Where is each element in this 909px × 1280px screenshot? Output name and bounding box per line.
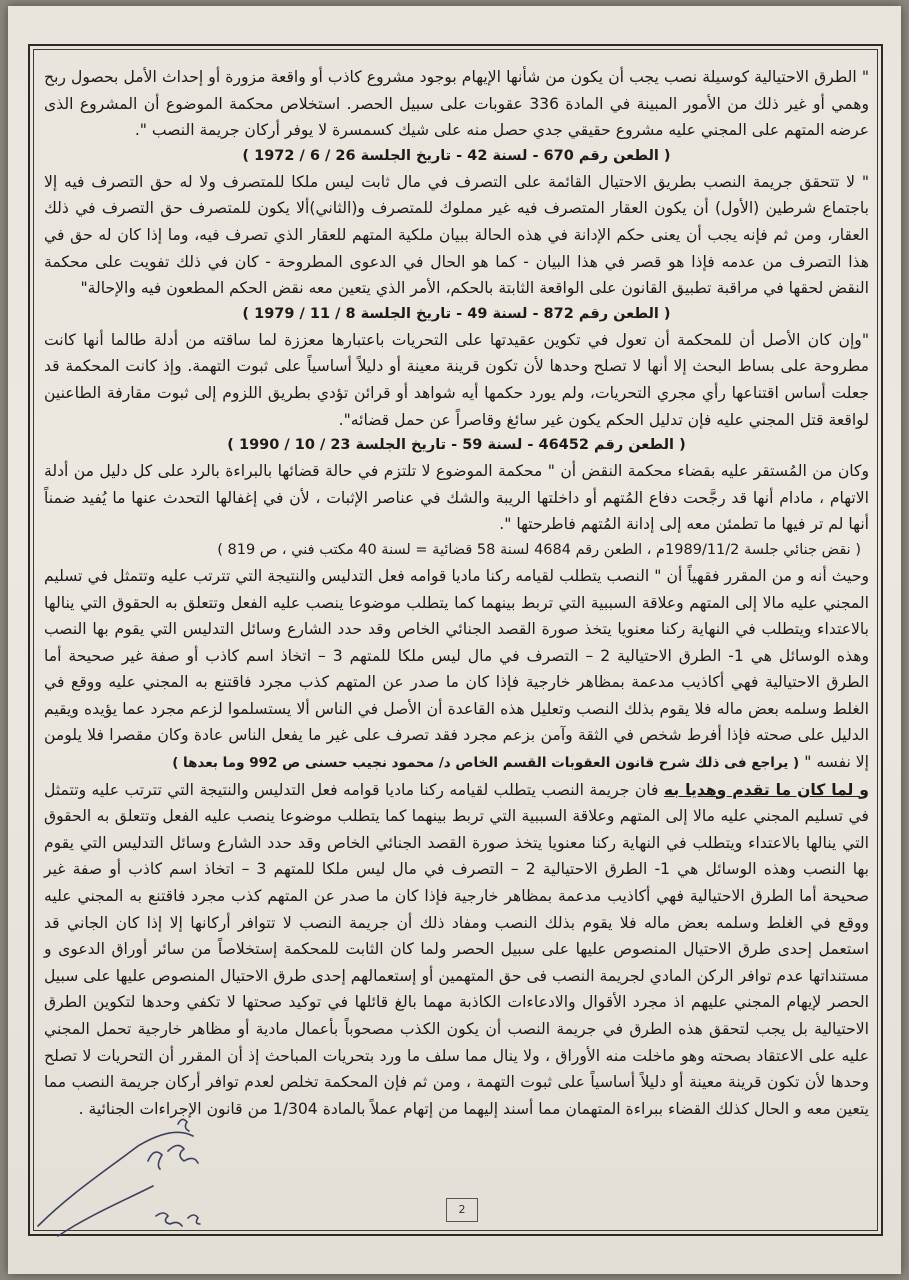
document-page xyxy=(8,6,901,1274)
paragraph-conclusion xyxy=(44,777,869,1123)
handwritten-signature-icon xyxy=(28,1106,258,1256)
doctrine-text: وحيث أنه و من المقرر فقهياً أن " النصب يتطلب لقيامه ركنا ماديا قوامه فعل التدليس والنتيجة التي تترتب عليه وتتمثل في تسليم المجني عليه مالا إلى المتهم وعلاقة السببية التي تربط بينهما كما يتطلب موضوعا ينصب عليه الفعل وتتعلق به الحقوق التي ينالها بالاعتداء ويتطلب في النهاية ركنا معنويا يتخذ صورة القصد الجنائي الخاص وقد حدد الشارع وسائل التدليس التي يقوم بها النصب وهذه الوسائل هي 1- الطرق الاحتيالية 2 – التصرف في مال ليس ملكا للمتهم 3 – اتخاذ اسم كاذب أو صفة غير صحيحة أما الطرق الاحتيالية فهي أكاذيب مدعمة بمظاهر خارجية فإذا كان ما صدر عن المتهم كذب مجرد فاقتنع به المجني عليه ووقع في الغلط وسلمه بعض ماله فلا يقوم بذلك النصب وتعليل هذه القاعدة أن الأصل في الناس ألا يستسلموا لزعم مجرد عما يؤيده ويقيم الدليل على صحته فإذا أفرط شخص في الثقة وآمن بزعم مجرد فقد تصرف على غير ما يفعل الناس عادة وكان مقصرا فلا يلومن إلا نفسه " xyxy=(44,566,870,772)
paragraph-quote-3: "وإن كان الأصل أن للمحكمة أن تعول في تكوين عقيدتها على التحريات باعتبارها معززة لما ساقته من أدلة طالما أنها كانت مطروحة على بساط البحث إلا أنها لا تصلح وحدها لأن تكون قرينة معينة أو دليلاً أساسياً على ثبوت التهمة. وإذ كانت المحكمة قد جعلت أساس اقتناعها رأي مجري التحريات، ولم يورد حكمها أيه شواهد أو قرائن تؤدي بطريق اللزوم إلى ثبوت مقارفة الطاعنين لواقعة قتل المجني عليه فإن تدليل الحكم يكون غير سائغ وقاصراً عن حمل قضائه". xyxy=(44,330,869,429)
document-body xyxy=(44,64,869,1122)
paragraph-doctrine xyxy=(44,563,869,777)
citation-1: ( الطعن رقم 670 - لسنة 42 - تاريخ الجلسة 26 / 6 / 1972 ) xyxy=(242,147,671,164)
paragraph-quote-2: " لا تتحقق جريمة النصب بطريق الاحتيال القائمة على التصرف في مال ثابت ليس ملكا للمتصرف ولا له حق التصرف فيه إلا باجتماع شرطين (الأول) أن يكون العقار المتصرف فيه غير مملوك للمتصرف و(الثاني)ألا يكون للمتصرف حق التصرف في ذلك العقار، ومن ثم فإنه يجب أن يعنى حكم الإدانة في هذه الحالة ببيان ملكية المتهم للعقار الذي تصرف فيه، وما إذا كان له حق في هذا التصرف من عدمه فإذا هو قصر في هذا البيان - كما هو الحال في الدعوى المطروحة - كان في ذلك تفويت على محكمة النقض لحقها في مراقبة تطبيق القانون على الواقعة الثابتة بالحكم، الأمر الذي يتعين معه نقض الحكم المطعون فيه والإحالة" xyxy=(44,172,869,298)
page-number: 2 xyxy=(446,1198,478,1222)
conclusion-lead: و لما كان ما تقدم وهديا به xyxy=(663,780,869,799)
paragraph-court-precedent: وكان من المُستقر عليه بقضاء محكمة النقض أن " محكمة الموضوع لا تلتزم في حالة قضائها بالبراءة بالرد على كل دليل من أدلة الاتهام ، مادام أنها قد رجَّحت دفاع المُتهم أو داخلتها الريبة والشك في عناصر الإثبات ، لأن في إغفالها التحدث عنها ما يُفيد ضمناً أنها لم تر فيها ما تطمئن معه إلى إدانة المُتهم فاطرحتها ". xyxy=(44,462,869,534)
conclusion-text: فان جريمة النصب يتطلب لقيامه ركنا ماديا قوامه فعل التدليس والنتيجة التي تترتب عليه وتتمثل في تسليم المجني عليه مالا إلى المتهم وعلاقة السببية التي تربط بينهما كما يتطلب موضوعا ينصب عليه الفعل وتتعلق به الحقوق التي ينالها بالاعتداء ويتطلب في النهاية ركنا معنويا يتخذ صورة القصد الجنائي الخاص وقد حدد الشارع وسائل التدليس التي يقوم بها النصب وهذه الوسائل هي 1- الطرق الاحتيالية 2 – التصرف في مال ليس ملكا للمتهم 3 – اتخاذ اسم كاذب أو صفة غير صحيحة أما الطرق الاحتيالية فهي أكاذيب مدعمة بمظاهر خارجية فإذا كان ما صدر عن المتهم كذب مجرد فاقتنع به المجني عليه ووقع في الغلط وسلمه بعض ماله فلا يقوم بذلك النصب ومفاد ذلك أن جريمة النصب لا تتوافر أركانها إلا إذا كان الجاني قد استعمل إحدى طرق الاحتيال المنصوص عليها على سبيل الحصر ولما كان الثابت للمحكمة إستخلاصاً من سائر أوراق الدعوى و مستنداتها عدم توافر الركن المادي لجريمة النصب فى حق المتهمين أو إستعمالهم إحدى طرق الاحتيال المنصوص عليها على سبيل الحصر لإيهام المجني عليهم اذ مجرد الأقوال والادعاءات الكاذبة مهما بالغ قائلها في توكيد صحتها لا تكفي وحدها لتكوين الطرق الاحتيالية بل يجب لتحقق هذه الطرق في جريمة النصب أن يكون الكذب مصحوباً بأعمال مادية أو مظاهر خارجية تحمل المجني عليه على الاعتقاد بصحته وهو ماخلت منه الأوراق ، ولا ينال مما سلف ما ورد بتحريات المباحث إذ أن المقرر أن التحريات لا تصلح وحدها لأن تكون قرينة معينة أو دليلاً أساسياً على ثبوت التهمة ، ومن ثم فإن المحكمة تخلص لعدم توافر أركان جريمة النصب مما يتعين معه و الحال كذلك القضاء ببراءة المتهمان مما أسند إليهما من إتهام عملاً بالمادة 1/304 من قانون الإجراءات الجنائية . xyxy=(44,780,869,1118)
citation-2: ( الطعن رقم 872 - لسنة 49 - تاريخ الجلسة 8 / 11 / 1979 ) xyxy=(242,305,671,322)
paragraph-quote-1: " الطرق الاحتيالية كوسيلة نصب يجب أن يكون من شأنها الإيهام بوجود مشروع كاذب أو واقعة مزورة أو إحداث الأمل بحصول ربح وهمي أو غير ذلك من الأمور المبينة في المادة 336 عقوبات على سبيل الحصر. استخلاص محكمة الموضوع أن المشروع الذى عرضه المتهم على المجني عليه مشروع حقيقي جدي حصل منه على شيك كسمسرة لا يوفر أركان جريمة النصب ". xyxy=(44,68,869,140)
citation-4: ( نقض جنائي جلسة 1989/11/2م ، الطعن رقم 4684 لسنة 58 قضائية = لسنة 40 مكتب فني ، ص 819 ) xyxy=(217,541,861,558)
doctrine-reference: ( يراجع فى ذلك شرح قانون العقوبات القسم الخاص د/ محمود نجيب حسنى ص 992 وما بعدها ) xyxy=(172,755,800,772)
citation-3: ( الطعن رقم 46452 - لسنة 59 - تاريخ الجلسة 23 / 10 / 1990 ) xyxy=(227,437,686,454)
